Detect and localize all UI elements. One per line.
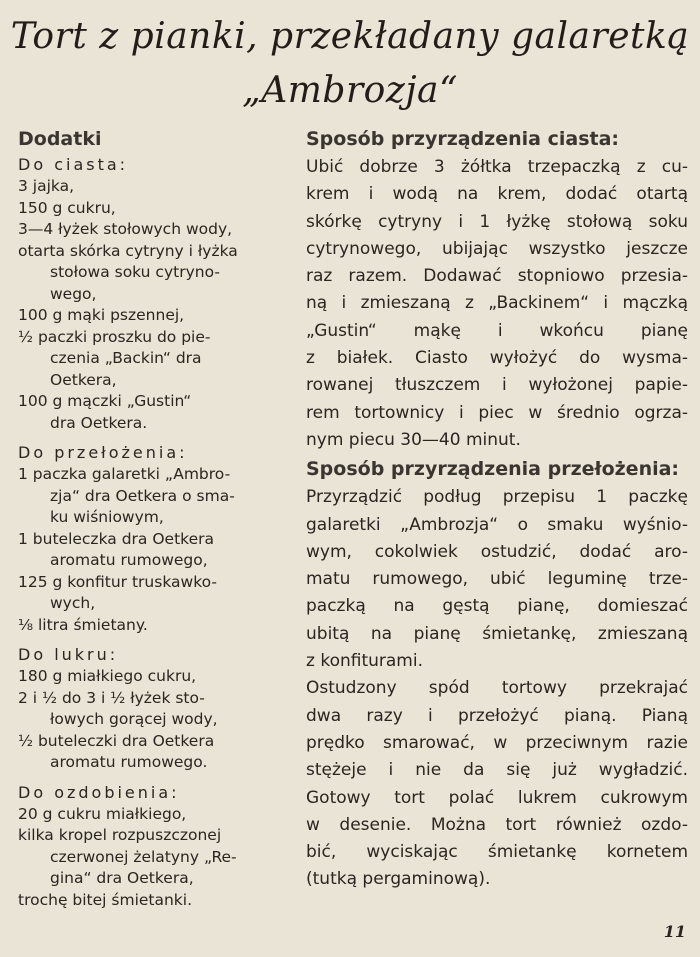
instruction-line: w desenie. Można tort również ozdo- bbox=[306, 814, 688, 835]
ingredient-line: 180 g miałkiego cukru, bbox=[18, 667, 197, 685]
ingredient-line: wych, bbox=[50, 594, 96, 612]
instruction-line: nym piecu 30—40 minut. bbox=[306, 429, 521, 450]
instruction-line: z białek. Ciasto wyłożyć do wysma- bbox=[306, 348, 688, 369]
instruction-line: (tutką pergaminową). bbox=[306, 869, 491, 890]
ingredient-line: 100 g mąki pszennej, bbox=[18, 306, 185, 324]
section-label-ciasto: Do ciasta: bbox=[18, 155, 129, 174]
instruction-line: ubitą na pianę śmietankę, zmieszaną bbox=[306, 623, 688, 644]
instruction-line: rowanej tłuszczem i wyłożonej papie- bbox=[306, 375, 688, 396]
ingredient-line: czerwonej żelatyny „Re- bbox=[50, 847, 237, 866]
instructions-column bbox=[306, 124, 688, 894]
instructions-heading-ciasto: Sposób przyrządzenia ciasta: bbox=[306, 128, 620, 150]
page-title-name: „Ambrozja“ bbox=[242, 70, 458, 111]
instruction-line: skórkę cytryny i 1 łyżkę stołową soku bbox=[306, 211, 688, 232]
instruction-line: z konfiturami. bbox=[306, 651, 423, 672]
ingredient-line: aromatu rumowego. bbox=[50, 753, 208, 771]
instruction-line: Przyrządzić podług przepisu 1 paczkę bbox=[306, 487, 688, 508]
ingredient-line: zja“ dra Oetkera o sma- bbox=[50, 486, 235, 505]
instruction-line: stężeje i nie da się już wygładzić. bbox=[306, 760, 688, 781]
instructions-heading-przelozenie: Sposób przyrządzenia przełożenia: bbox=[306, 458, 680, 481]
ingredient-line: trochę bitej śmietanki. bbox=[18, 890, 193, 909]
instruction-line: Gotowy tort polać lukrem cukrowym bbox=[306, 787, 688, 808]
section-label-przelozenie: Do przełożenia: bbox=[18, 443, 188, 462]
ingredients-heading: Dodatki bbox=[18, 128, 102, 150]
ingredient-line: 2 i ½ do 3 i ½ łyżek sto- bbox=[18, 688, 205, 707]
ingredient-line: 3 jajka, bbox=[18, 177, 75, 195]
ingredient-line: 150 g cukru, bbox=[18, 198, 116, 217]
ingredient-line: aromatu rumowego, bbox=[50, 551, 208, 569]
ingredient-line: ½ buteleczki dra Oetkera bbox=[18, 731, 215, 750]
ingredient-line: ½ paczki proszku do pie- bbox=[18, 327, 211, 346]
instruction-line: dwa razy i przełożyć pianą. Pianą bbox=[306, 705, 688, 726]
instruction-line: paczką na gęstą pianę, domieszać bbox=[306, 596, 688, 617]
ingredient-line: 125 g konfitur truskawko- bbox=[18, 572, 217, 591]
ingredient-line: kilka kropel rozpuszczonej bbox=[18, 826, 222, 844]
instruction-line: matu rumowego, ubić leguminę trze- bbox=[306, 569, 688, 590]
ingredient-line: wego, bbox=[50, 284, 97, 303]
ingredients-column bbox=[18, 124, 290, 911]
page-number: 11 bbox=[663, 922, 686, 941]
instruction-line: raz razem. Dodawać stopniowo przesia- bbox=[306, 266, 688, 287]
instruction-line: galaretki „Ambrozja“ o smaku wyśnio- bbox=[306, 514, 688, 535]
instruction-line: krem i wodą na krem, dodać otartą bbox=[306, 184, 688, 205]
ingredient-line: ⅛ litra śmietany. bbox=[18, 615, 148, 634]
ingredient-line: stołowa soku cytryno- bbox=[50, 263, 220, 281]
ingredient-line: ku wiśniowym, bbox=[50, 508, 164, 526]
instruction-line: prędko smarować, w przeciwnym razie bbox=[306, 732, 688, 753]
instruction-line: bić, wyciskając śmietankę kornetem bbox=[306, 842, 688, 863]
ingredient-line: dra Oetkera. bbox=[50, 413, 148, 432]
ingredient-line: 20 g cukru miałkiego, bbox=[18, 804, 187, 823]
instruction-line: rem tortownicy i piec w średnio ogrza- bbox=[306, 402, 688, 423]
page-title: Tort z pianki, przekładany galaretką bbox=[10, 16, 690, 57]
instruction-line: ną i zmieszaną z „Backinem“ i mączką bbox=[306, 293, 688, 314]
ingredient-line: czenia „Backin“ dra bbox=[50, 349, 202, 367]
instruction-line: Ostudzony spód tortowy przekrajać bbox=[306, 678, 688, 699]
instruction-line: cytrynowego, ubijając wszystko jeszcze bbox=[306, 238, 688, 259]
ingredient-line: 100 g mączki „Gustin“ bbox=[18, 392, 192, 410]
ingredient-line: 1 buteleczka dra Oetkera bbox=[18, 529, 214, 548]
ingredient-line: Oetkera, bbox=[50, 370, 117, 389]
ingredient-line: otarta skórka cytryny i łyżka bbox=[18, 241, 238, 260]
instruction-line: „Gustin“ mąkę i wkońcu pianę bbox=[306, 320, 688, 341]
ingredient-line: 1 paczka galaretki „Ambro- bbox=[18, 465, 231, 483]
instruction-line: wym, cokolwiek ostudzić, dodać aro- bbox=[306, 541, 688, 562]
ingredient-line: łowych gorącej wody, bbox=[50, 710, 218, 728]
ingredient-line: 3—4 łyżek stołowych wody, bbox=[18, 220, 233, 238]
section-label-lukier: Do lukru: bbox=[18, 645, 119, 664]
ingredient-line: gina“ dra Oetkera, bbox=[50, 869, 194, 887]
instruction-line: Ubić dobrze 3 żółtka trzepaczką z cu- bbox=[306, 157, 688, 177]
section-label-ozdobienie: Do ozdobienia: bbox=[18, 782, 180, 802]
